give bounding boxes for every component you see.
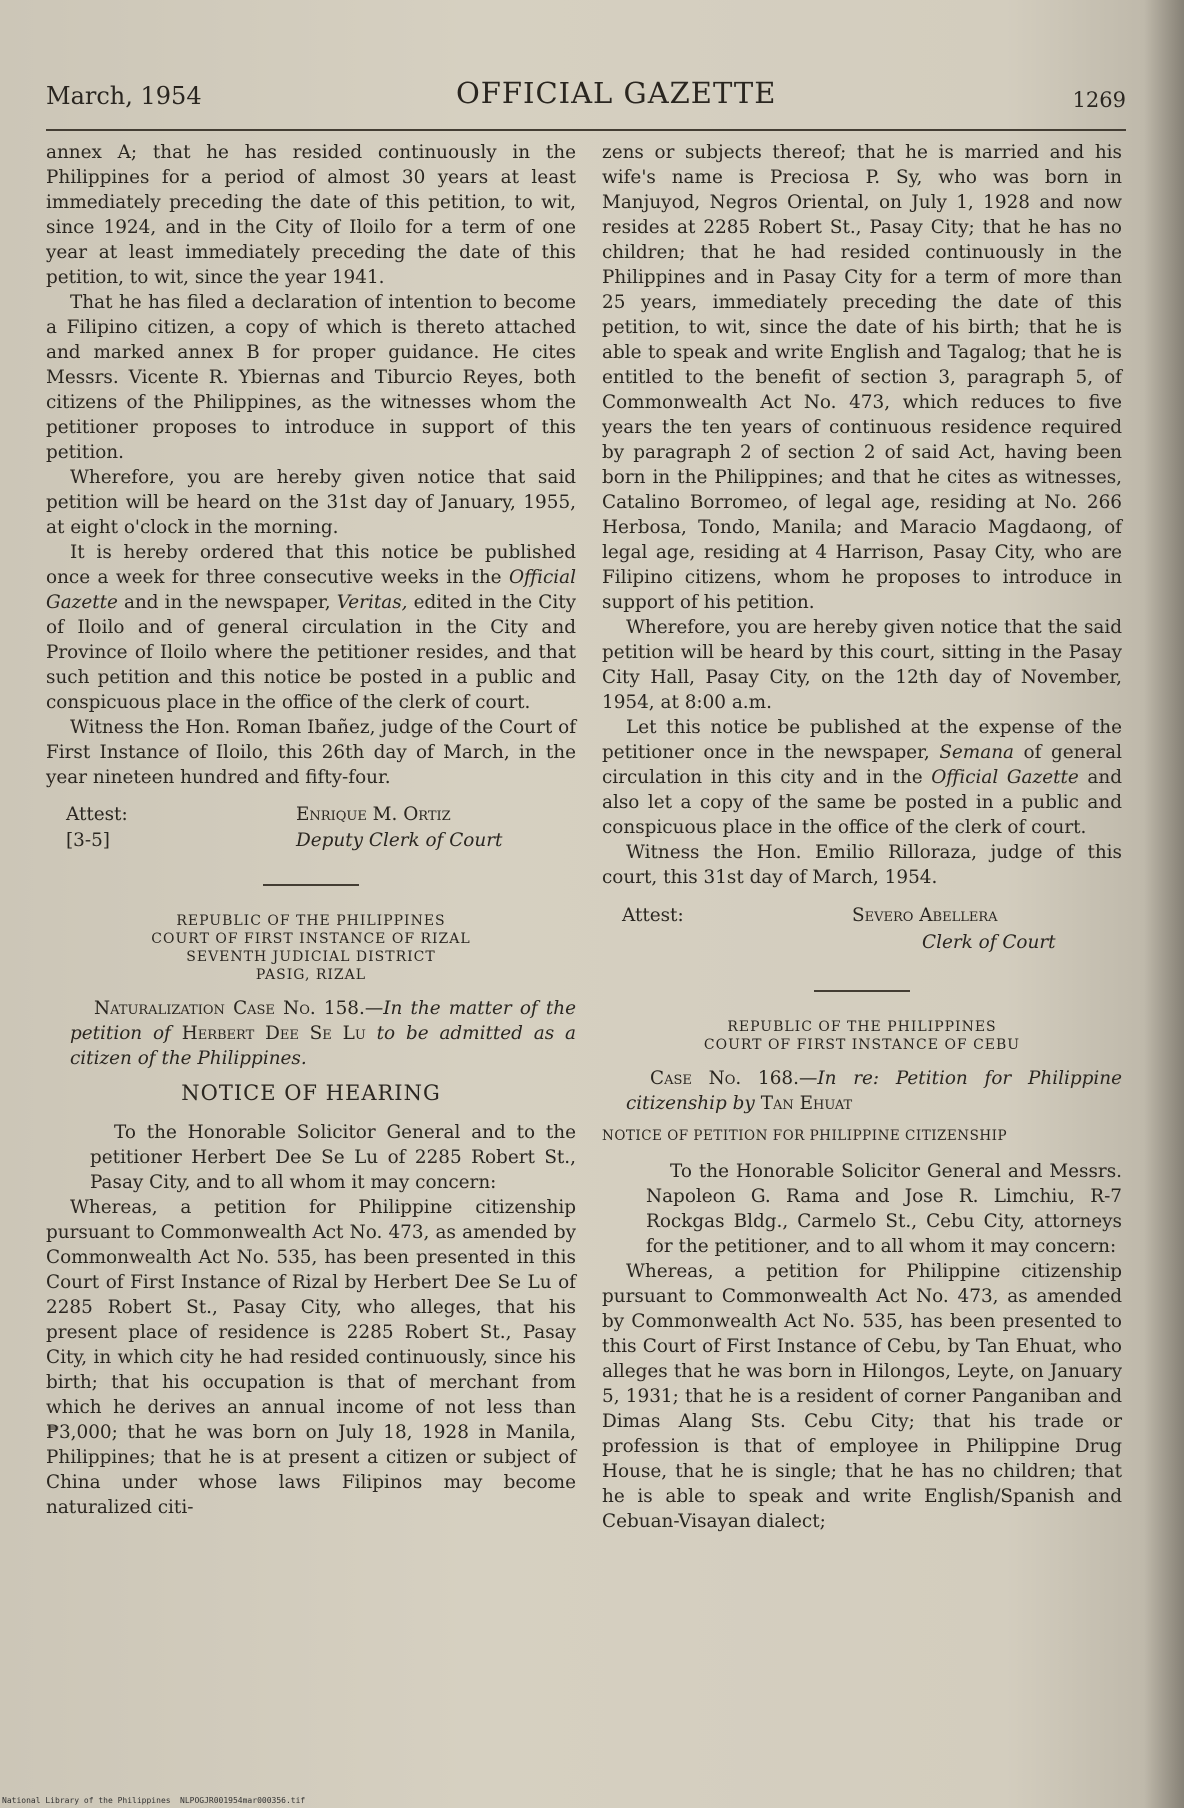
paragraph: zens or subjects thereof; that he is married and his wife's name is Preciosa P. Sy, who was born in Manjuyod, Negros Oriental, on July 1, 1928 and now resides at 2285 Robert St., Pasay City; that he has no children; that he had resided continuously in the Philippines and in Pasay City for a term of more than 25 years, immediately preceding the date of this petition, to wit, since the date of his birth; that he is able to speak and write English and Tagalog; that he is entitled to the benefit of section 3, paragraph 5, of Commonwealth Act No. 473, which reduces to five years the ten years of continuous residence required by paragraph 2 of section 2 of said Act, having been born in the Philippines; and that he cites as witnesses, Catalino Borromeo, of legal age, residing at No. 266 Herbosa, Tondo, Manila; and Maracio Magdaong, of legal age, residing at 4 Harrison, Pasay City, who are Filipino citizens, whom he proposes to introduce in support of his petition.: [602, 142, 1122, 613]
text-run: edited in the City of Iloilo and of general circulation in the City and Province of Iloilo where the petitioner resides, and that such petition and this notice be posted in a public and conspicuous place in the office of the clerk of court.: [46, 592, 576, 713]
left-column: [46, 140, 576, 1520]
court-line: REPUBLIC OF THE PHILIPPINES: [176, 913, 446, 929]
text-run: Let this notice be published at the expense of the petitioner once in the newspaper,: [602, 717, 1122, 763]
footer-library: National Library of the Philippines: [2, 1796, 171, 1805]
signatory-title: Clerk of Court: [922, 932, 1056, 953]
court-line: PASIG, RIZAL: [255, 967, 367, 983]
case-title: [602, 1066, 1122, 1116]
section-divider: [263, 884, 359, 886]
paragraph: Whereas, a petition for Philippine citizenship pursuant to Commonwealth Act No. 473, as amended by Commonwealth Act No. 535, has been presented in this Court of First Instance of Rizal by Herbert Dee Se Lu of 2285 Robert St., Pasay City, who alleges, that his present place of residence is 2285 Robert St., Pasay City, in which city he had resided continuously, since his birth; that his occupation is that of merchant from which he derives an annual income of not less than ₱3,000; that he was born on July 18, 1928 in Manila, Philippines; that he is at present a citizen or subject of China under whose laws Filipinos may become naturalized citi-: [46, 1197, 576, 1518]
header-rule: [46, 129, 1126, 131]
case-number: Naturalization Case No. 158.—: [94, 998, 384, 1019]
case-italic: In the matter of the petition of: [70, 998, 577, 1044]
signatory-title: Deputy Clerk of Court: [296, 830, 503, 851]
footer-filename: NLPOGJR001954mar000356.tif: [180, 1796, 306, 1805]
text-run: and in the newspaper,: [124, 592, 331, 613]
header-title: OFFICIAL GAZETTE: [456, 76, 777, 110]
paragraph: Witness the Hon. Emilio Rilloraza, judge of this court, this 31st day of March, 1954.: [602, 842, 1122, 888]
address-to: To the Honorable Solicitor General and to the petitioner Herbert Dee Se Lu of 2285 Robert St., Pasay City, and to all whom it may concern:: [90, 1122, 576, 1193]
attest-label: Attest:: [66, 804, 128, 825]
court-line: REPUBLIC OF THE PHILIPPINES: [727, 1019, 997, 1035]
case-number: Case No. 168.—: [650, 1068, 818, 1089]
paragraph: Witness the Hon. Roman Ibañez, judge of the Court of First Instance of Iloilo, this 26th day of March, in the year nineteen hundred and fifty-four.: [46, 717, 576, 788]
page-number: 1269: [1072, 88, 1126, 112]
text-run: of general circulation in this city and in the: [602, 742, 1122, 788]
case-italic: In re: Petition for Philippine citizenship by: [626, 1068, 1122, 1114]
running-header: [46, 76, 1126, 116]
gazette-italic: Official Gazette: [931, 767, 1079, 788]
paragraph: Wherefore, you are hereby given notice that said petition will be heard on the 31st day of January, 1955, at eight o'clock in the morning.: [46, 467, 576, 538]
court-heading: [46, 912, 576, 984]
page-edge-shadow: [1144, 0, 1184, 1808]
court-line: SEVENTH JUDICIAL DISTRICT: [186, 949, 436, 965]
court-line: COURT OF FIRST INSTANCE OF CEBU: [703, 1037, 1021, 1053]
right-column: [602, 140, 1122, 1534]
paragraph: That he has filed a declaration of intention to become a Filipino citizen, a copy of which is thereto attached and marked annex B for proper guidance. He cites Messrs. Vicente R. Ybiernas and Tiburcio Reyes, both citizens of the Philippines, as the witnesses whom the petitioner proposes to introduce in support of this petition.: [46, 292, 576, 463]
gazette-italic: Official Gazette: [46, 567, 576, 613]
case-title: [46, 996, 576, 1071]
paragraph: [46, 540, 576, 715]
text-run: It is hereby ordered that this notice be published once a week for three consecutive weeks in the: [46, 542, 576, 588]
attest-label: Attest:: [622, 905, 684, 926]
case-italic: to be admitted as a citizen of the Philippines.: [70, 1023, 576, 1069]
paragraph: Whereas, a petition for Philippine citizenship pursuant to Commonwealth Act No. 473, as amended by Commonwealth Act No. 535, has been presented to this Court of First Instance of Cebu, by Tan Ehuat, who alleges that he was born in Hilongos, Leyte, on January 5, 1931; that he is a resident of corner Panganiban and Dimas Alang Sts. Cebu City; that his trade or profession is that of employee in Philippine Drug House, that he is single; that he has no children; that he is able to speak and write English/Spanish and Cebuan-Visayan dialect;: [602, 1261, 1122, 1532]
paragraph: [602, 715, 1122, 840]
petitioner-name: Tan Ehuat: [760, 1093, 853, 1114]
section-divider: [814, 990, 910, 992]
court-line: COURT OF FIRST INSTANCE OF RIZAL: [151, 931, 471, 947]
attest-reference: [3-5]: [66, 830, 110, 851]
notice-title: NOTICE OF PETITION FOR PHILIPPINE CITIZENSHIP: [602, 1128, 1008, 1144]
text-run: and also let a copy of the same be posted in a public and conspicuous place in the office of the clerk of court.: [602, 767, 1122, 838]
paragraph: Wherefore, you are hereby given notice that the said petition will be heard by this court, sitting in the Pasay City Hall, Pasay City, on the 12th day of November, 1954, at 8:00 a.m.: [602, 617, 1122, 713]
notice-title: NOTICE OF HEARING: [181, 1081, 441, 1105]
newspaper-italic: Veritas,: [336, 592, 408, 613]
petitioner-name: Herbert Dee Se Lu: [181, 1023, 366, 1044]
header-date: March, 1954: [46, 82, 202, 110]
signatory-name: Severo Abellera: [852, 905, 998, 926]
address-to: To the Honorable Solicitor General and Messrs. Napoleon G. Rama and Jose R. Limchiu, R-7 Rockgas Bldg., Carmelo St., Cebu City, attorneys for the petitioner, and to all whom it may concern:: [646, 1161, 1122, 1257]
attestation: [602, 902, 1122, 960]
paragraph: annex A; that he has resided continuously in the Philippines for a period of almost 30 years at least immediately preceding the date of this petition, to wit, since 1924, and in the City of Iloilo for a term of one year at least immediately preceding the date of this petition, to wit, since the year 1941.: [46, 142, 576, 288]
newspaper-italic: Semana: [939, 742, 1015, 763]
attestation: [46, 802, 576, 854]
court-heading: [602, 1018, 1122, 1054]
signatory-name: Enrique M. Ortiz: [296, 804, 451, 825]
